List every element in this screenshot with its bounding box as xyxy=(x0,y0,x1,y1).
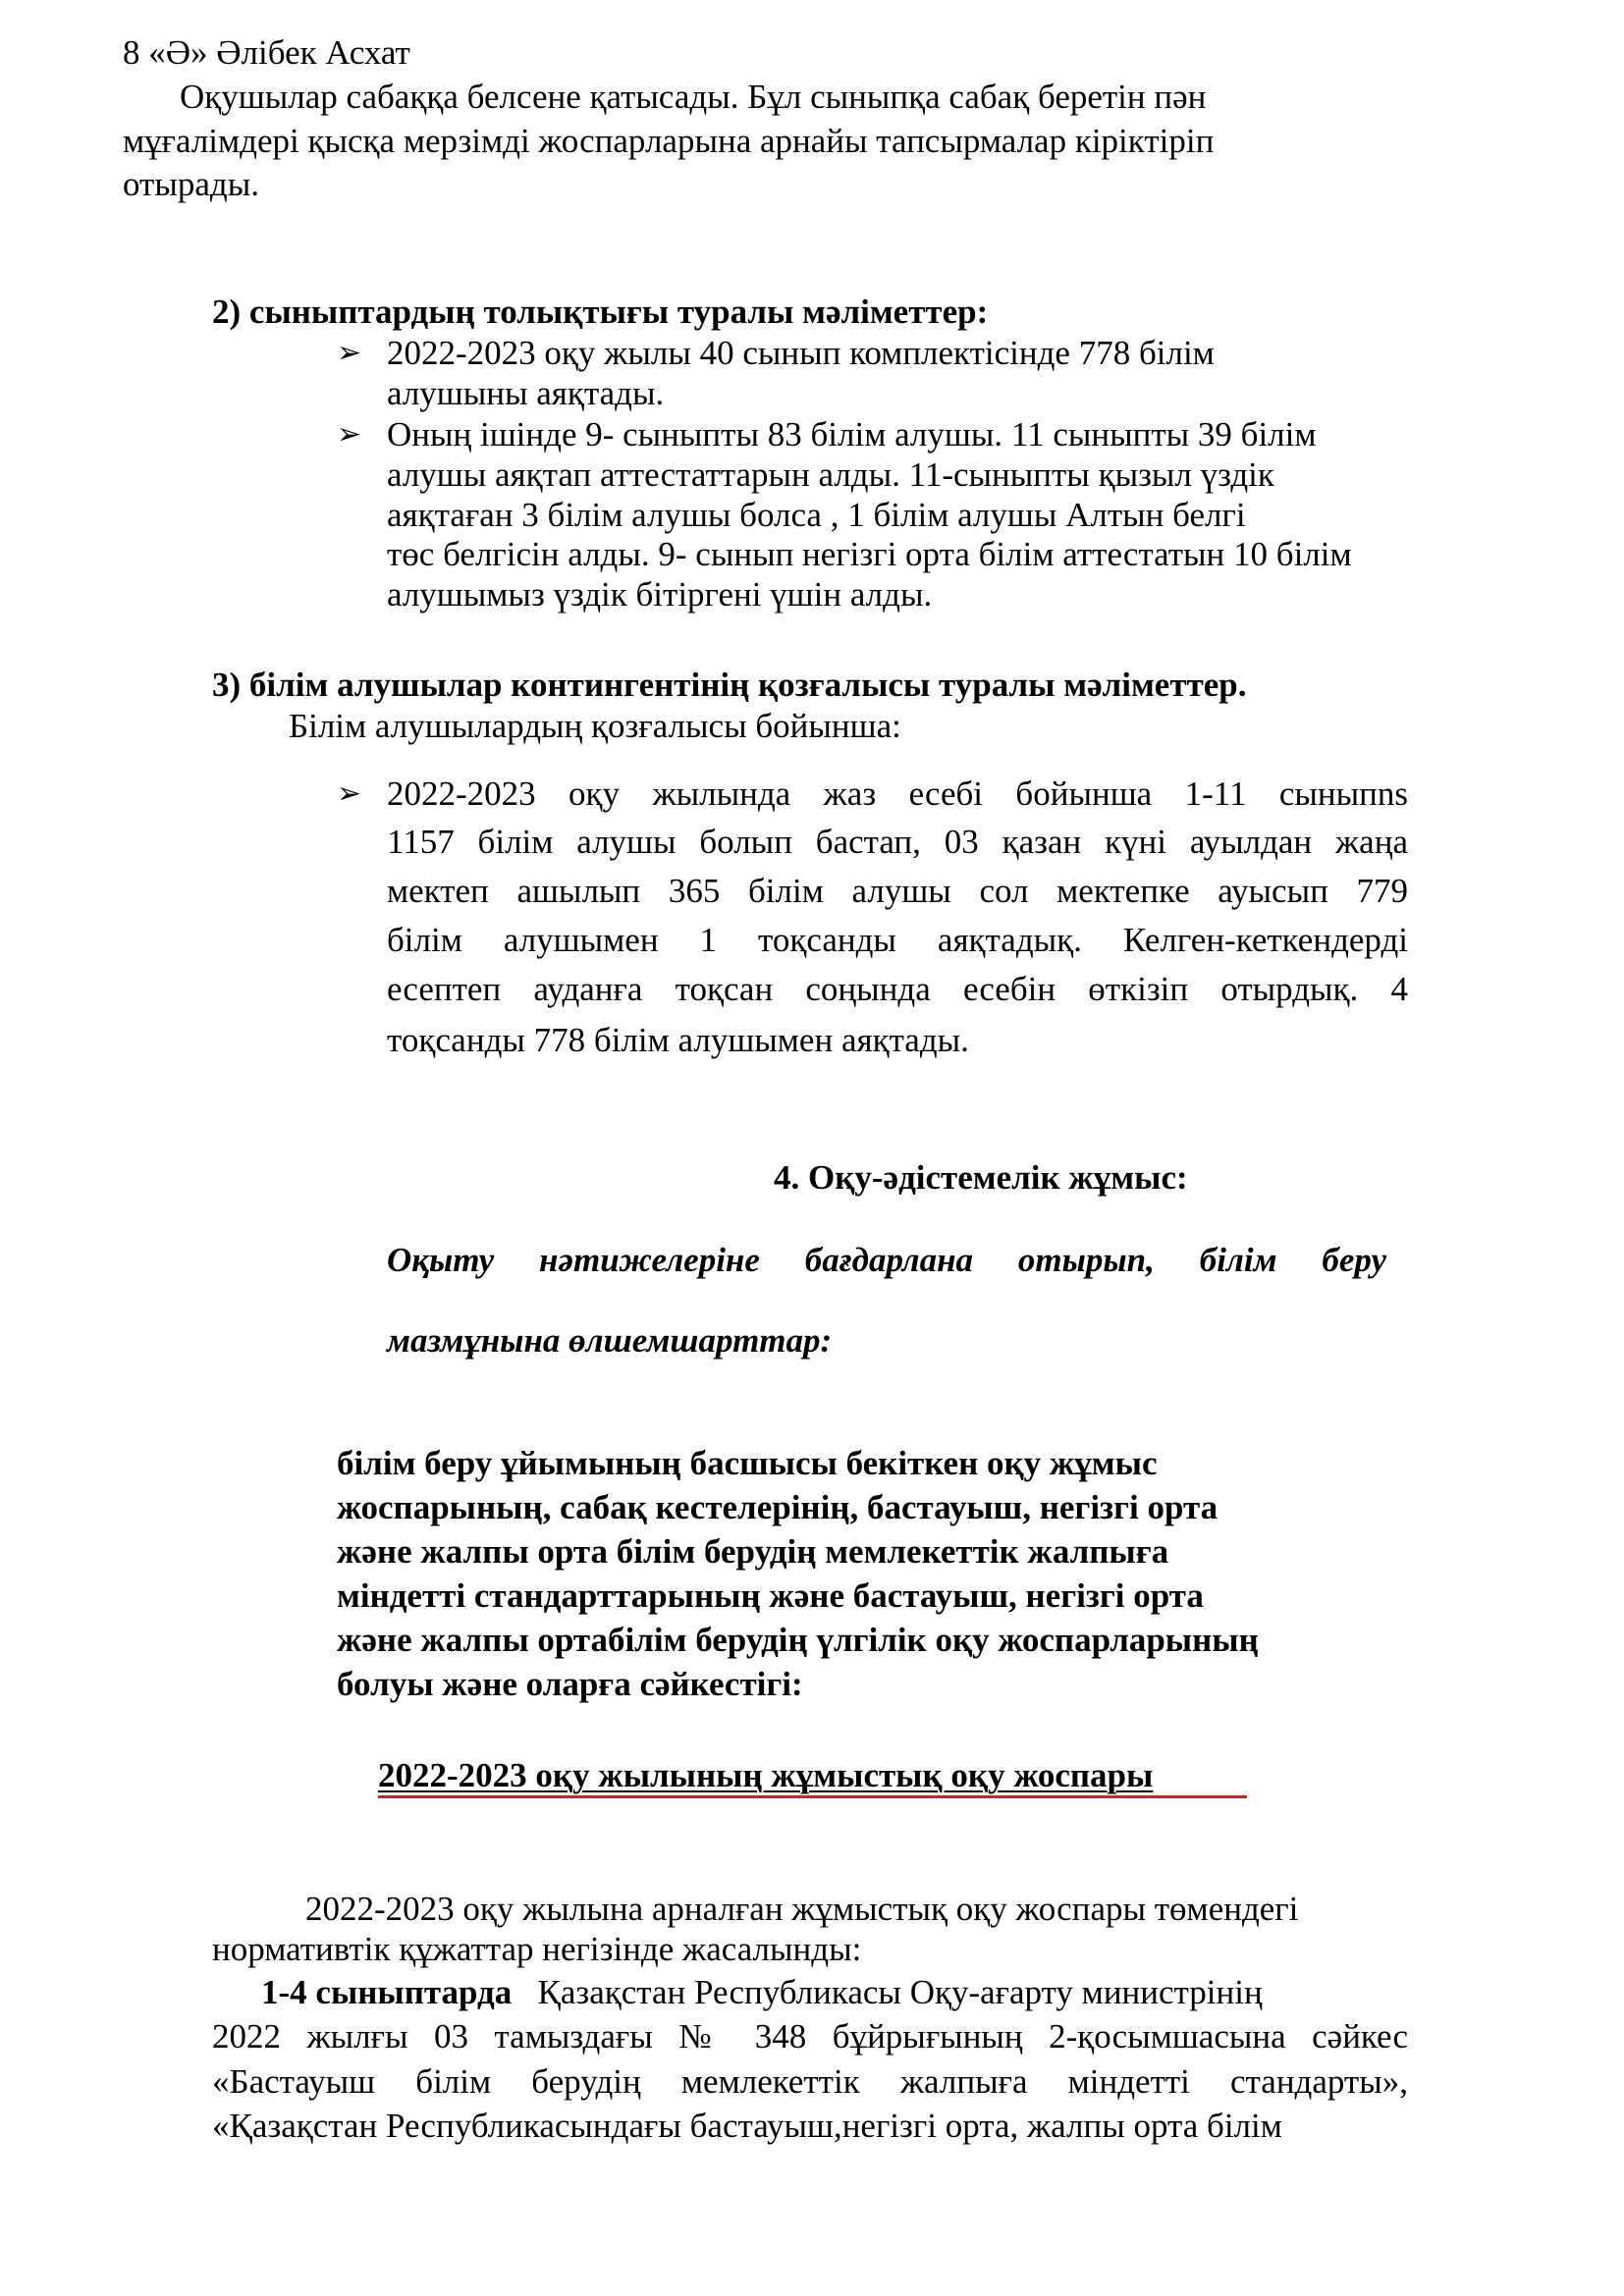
closing-line-3 xyxy=(261,1973,1263,2012)
section4-italic-line-2: мазмұнына өлшемшарттар: xyxy=(387,1321,833,1360)
section3-bullet-line-6: тоқсанды 778 білім алушымен аяқтады. xyxy=(387,1021,969,1059)
section3-heading: 3) білім алушылар контингентінің қозғалысы туралы мәліметтер. xyxy=(212,666,1247,704)
bullet-arrow-icon: ➢ xyxy=(337,337,362,369)
section2-bullet2-line-4: төс белгісін алды. 9- сынып негізгі орта білім аттестатын 10 білім xyxy=(387,535,1352,573)
section2-bullet2-line-5: алушымыз үздік бітіргені үшін алды. xyxy=(387,575,933,614)
intro-line-1: Оқушылар сабаққа белсене қатысады. Бұл сыныпқа сабақ беретін пән xyxy=(180,78,1207,116)
section3-bullet-line-4: білім алушымен 1 тоқсанды аяқтадық. Келген-кеткендерді xyxy=(387,921,1408,959)
criteria-line-6: болуы және оларға сәйкестігі: xyxy=(337,1665,803,1703)
closing-line-3-text: Қазақстан Республикасы Оқу-ағарту министрінің xyxy=(537,1973,1263,2011)
criteria-line-2: жоспарының, сабақ кестелерінің, бастауыш, негізгі орта xyxy=(337,1488,1218,1526)
criteria-line-1: білім беру ұйымының басшысы бекіткен оқу жұмыс xyxy=(337,1444,1158,1482)
section2-bullet1-line-1: 2022-2023 оқу жылы 40 сынып комплектісінде 778 білім xyxy=(387,334,1215,372)
closing-line-1: 2022-2023 оқу жылына арналған жұмыстық оқу жоспары төмендегі xyxy=(305,1890,1299,1928)
closing-line-2: нормативтік құжаттар негізінде жасалынды: xyxy=(212,1930,862,1968)
criteria-line-3: және жалпы орта білім берудің мемлекеттік жалпыға xyxy=(337,1532,1169,1571)
section2-heading: 2) сыныптардың толықтығы туралы мәліметтер: xyxy=(212,293,989,331)
closing-line-4: 2022 жылғы 03 тамыздағы № 348 бұйрығының 2-қосымшасына сәйкес xyxy=(212,2017,1408,2056)
section3-subheading: Білім алушылардың қозғалысы бойынша: xyxy=(289,707,901,745)
section2-bullet2-line-3: аяқтаған 3 білім алушы болса , 1 білім алушы Алтын белгі xyxy=(387,496,1246,534)
spellcheck-underline xyxy=(378,1795,1247,1798)
closing-line-6: «Қазақстан Республикасындағы бастауыш,негізгі орта, жалпы орта білім xyxy=(212,2107,1282,2145)
section4-italic-line-1: Оқыту нәтижелеріне бағдарлана отырып, білім беру xyxy=(387,1241,1386,1279)
criteria-line-4: міндетті стандарттарының және бастауыш, негізгі орта xyxy=(337,1576,1204,1615)
bullet-arrow-icon: ➢ xyxy=(337,418,362,451)
intro-line-3: отырады. xyxy=(123,165,259,203)
section3-bullet-line-1: 2022-2023 оқу жылында жаз есебі бойынша 1-11 сыныпns xyxy=(387,774,1408,813)
closing-line-5: «Бастауыш білім берудің мемлекеттік жалпыға міндетті стандарты», xyxy=(212,2062,1408,2101)
section2-bullet1-line-2: алушыны аяқтады. xyxy=(387,374,665,412)
intro-line-2: мұғалімдері қысқа мерзімді жоспарларына арнайы тапсырмалар кіріктіріп xyxy=(123,122,1215,160)
section2-bullet2-line-1: Оның ішінде 9- сыныпты 83 білім алушы. 11 сыныпты 39 білім xyxy=(387,415,1317,454)
section3-bullet-line-2: 1157 білім алушы болып бастап, 03 қазан күні ауылдан жаңа xyxy=(387,823,1408,861)
section3-bullet-line-5: есептеп ауданға тоқсан соңында есебін өткізіп отырдық. 4 xyxy=(387,970,1408,1008)
closing-grade-range: 1-4 сыныптарда xyxy=(261,1973,513,2011)
page-header: 8 «Ә» Әлібек Асхат xyxy=(123,33,410,72)
section3-bullet-line-3: мектеп ашылып 365 білім алушы сол мектепке ауысып 779 xyxy=(387,872,1408,910)
bullet-arrow-icon: ➢ xyxy=(337,777,362,810)
section2-bullet2-line-2: алушы аяқтап аттестаттарын алды. 11-сыныпты қызыл үздік xyxy=(387,455,1274,494)
section4-heading: 4. Оқу-әдістемелік жұмыс: xyxy=(774,1158,1188,1197)
criteria-line-5: және жалпы ортабілім берудің үлгілік оқу жоспарларының xyxy=(337,1621,1259,1659)
plan-title: 2022-2023 оқу жылының жұмыстық оқу жоспары xyxy=(378,1756,1154,1794)
